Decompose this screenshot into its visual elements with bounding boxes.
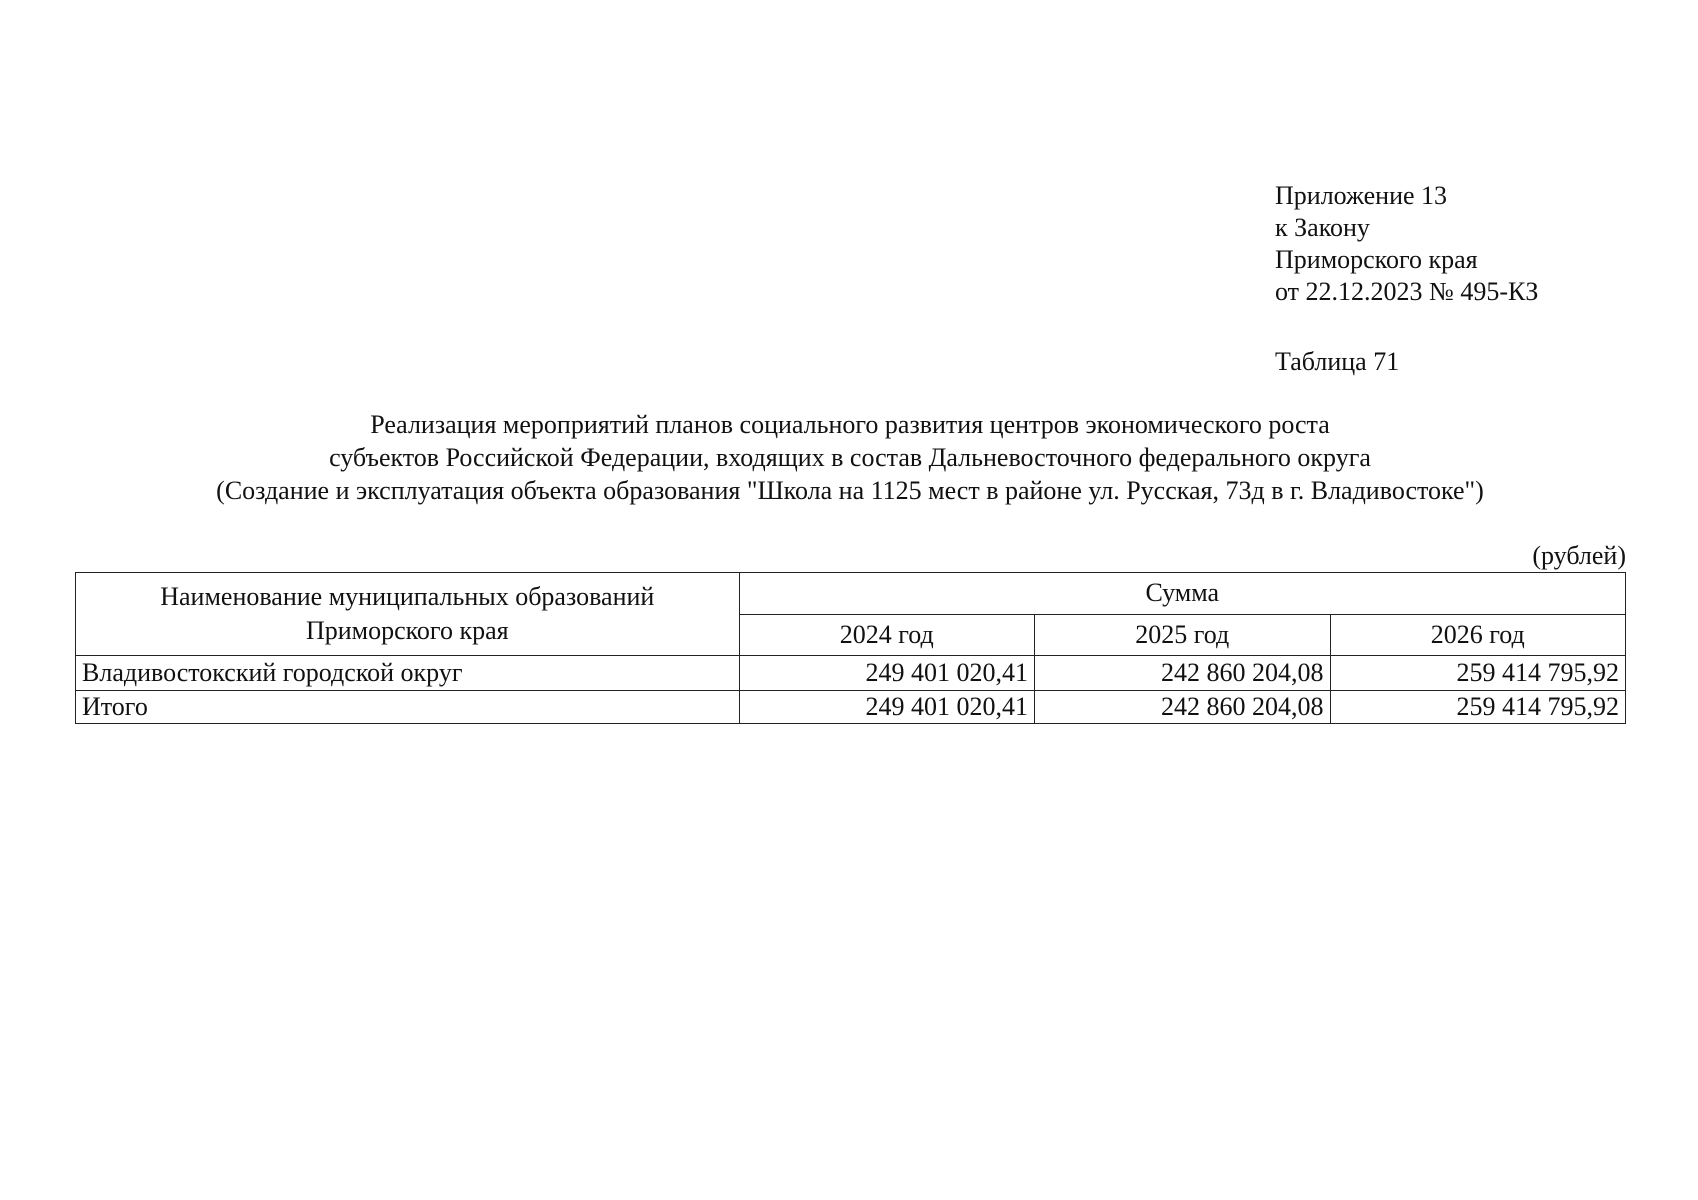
header-municipality-line1: Наименование муниципальных образований <box>160 582 655 611</box>
row-value-2026: 259 414 795,92 <box>1330 656 1626 691</box>
total-value-2025: 242 860 204,08 <box>1035 691 1330 724</box>
appendix-line: Приморского края <box>1275 245 1478 274</box>
row-value-2024: 249 401 020,41 <box>739 656 1034 691</box>
units-label: (рублей) <box>1532 541 1626 570</box>
header-municipality-line2: Приморского края <box>305 616 509 645</box>
title-line: (Создание и эксплуатация объекта образования "Школа на 1125 мест в районе ул. Русская, 73д в г. Владивостоке") <box>216 476 1484 505</box>
appendix-line: к Закону <box>1275 213 1370 242</box>
appendix-line: от 22.12.2023 № 495-КЗ <box>1275 277 1539 306</box>
header-municipality <box>76 573 740 656</box>
title-line: субъектов Российской Федерации, входящих в состав Дальневосточного федерального округа <box>329 443 1371 472</box>
header-year: 2025 год <box>1035 614 1330 656</box>
document-title <box>75 408 1625 507</box>
appendix-block <box>1275 180 1538 308</box>
budget-table <box>75 572 1626 724</box>
total-label: Итого <box>76 691 740 724</box>
total-value-2026: 259 414 795,92 <box>1330 691 1626 724</box>
row-municipality-name: Владивостокский городской округ <box>76 656 740 691</box>
total-value-2024: 249 401 020,41 <box>739 691 1034 724</box>
header-sum: Сумма <box>739 573 1625 615</box>
row-value-2025: 242 860 204,08 <box>1035 656 1330 691</box>
table-row <box>76 656 1626 691</box>
total-row <box>76 691 1626 724</box>
title-line: Реализация мероприятий планов социального развития центров экономического роста <box>370 410 1330 439</box>
header-year: 2026 год <box>1330 614 1626 656</box>
appendix-line: Приложение 13 <box>1275 181 1448 210</box>
header-year: 2024 год <box>739 614 1034 656</box>
table-number: Таблица 71 <box>1275 347 1400 376</box>
